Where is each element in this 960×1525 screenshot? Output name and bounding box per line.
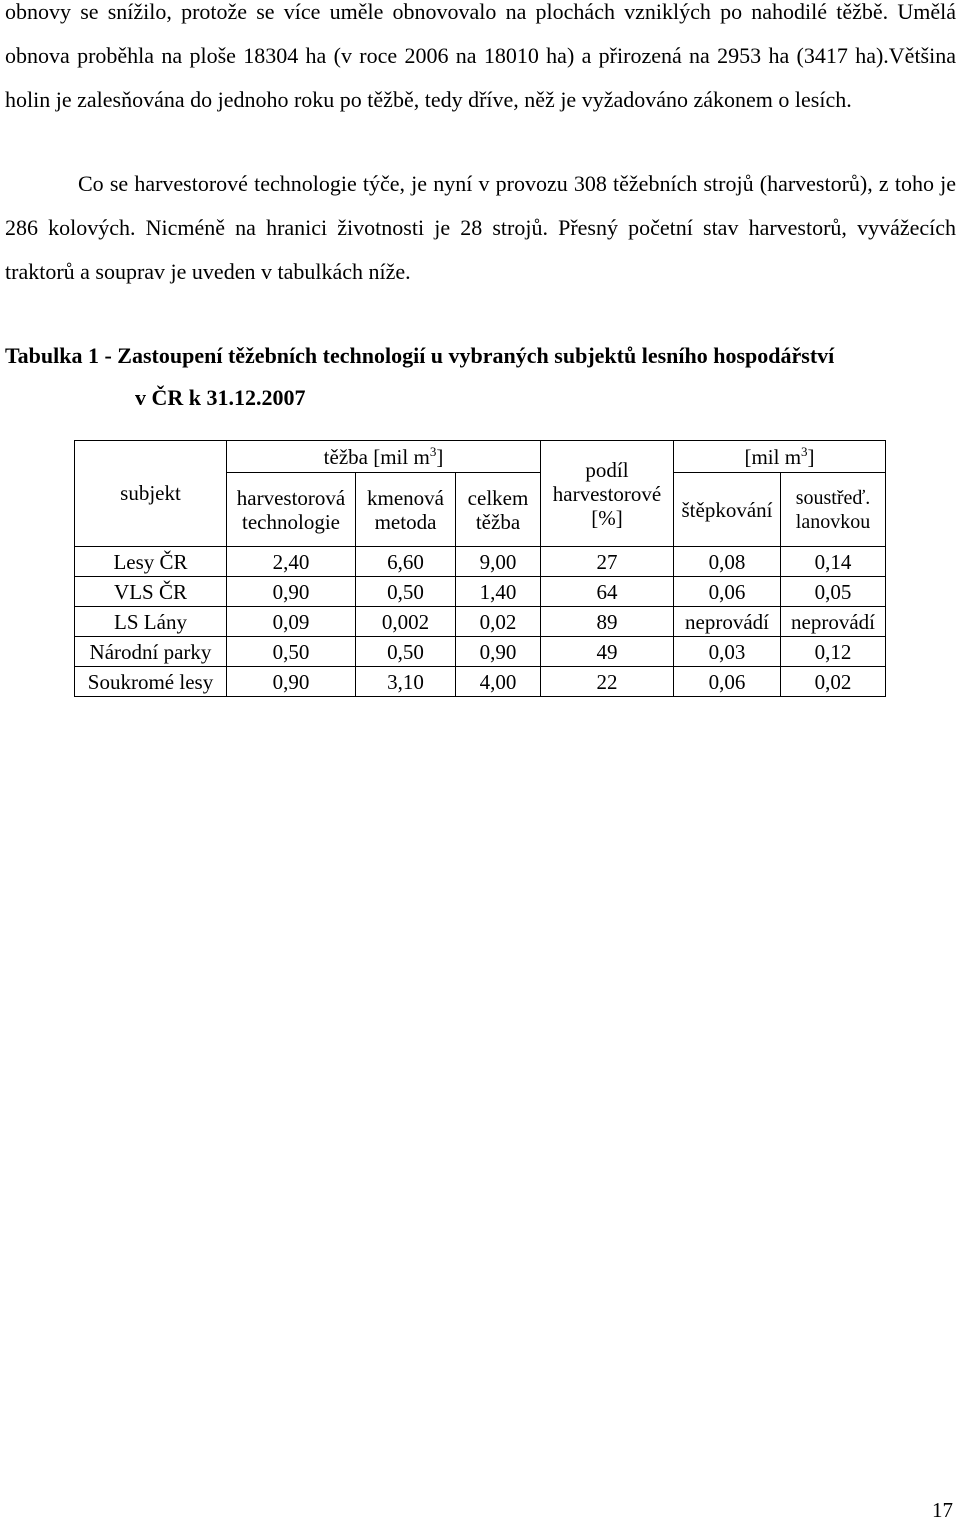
cell-value: 0,05 — [781, 577, 886, 607]
cell-value: 4,00 — [456, 667, 541, 697]
paragraph-forest-renewal: obnovy se snížilo, protože se více uměle obnovovalo na plochách vzniklých po nahodilé těžbě. Umělá obnova proběhla na ploše 18304 ha (v roce 2006 na 18010 ha) a přirozená na 2953 ha (3417 ha).Většina holin je zalesňována do jednoho roku po těžbě, tedy dříve, něž je vyžadováno zákonem o lesích. — [5, 0, 956, 112]
table-row — [75, 607, 886, 637]
header-total-logging: celkem těžba — [456, 473, 541, 547]
cell-value: 0,02 — [781, 667, 886, 697]
cell-subject: Lesy ČR — [75, 547, 227, 577]
cell-value: 64 — [541, 577, 674, 607]
header-cable-yarding: soustřeď. lanovkou — [781, 473, 886, 547]
table-row — [75, 547, 886, 577]
cell-value: 49 — [541, 637, 674, 667]
cell-value: 6,60 — [356, 547, 456, 577]
header-podil: podíl harvestorové [%] — [541, 441, 674, 547]
cell-value: 3,10 — [356, 667, 456, 697]
cell-value: 0,06 — [674, 667, 781, 697]
header-stem-method: kmenová metoda — [356, 473, 456, 547]
cell-value: 0,02 — [456, 607, 541, 637]
cell-value: 2,40 — [227, 547, 356, 577]
header-harvestor-technology: harvestorová technologie — [227, 473, 356, 547]
table-row — [75, 577, 886, 607]
header-subject: subjekt — [75, 441, 227, 547]
cell-value: 0,12 — [781, 637, 886, 667]
table-caption: Tabulka 1 - Zastoupení těžebních technologií u vybraných subjektů lesního hospodářství — [5, 343, 835, 368]
cell-subject: Soukromé lesy — [75, 667, 227, 697]
header-group-unit: [mil $m^3$] — [674, 441, 886, 473]
logging-technologies-table — [74, 440, 886, 697]
page-number: 17 — [932, 1498, 953, 1522]
cell-value: 0,50 — [356, 577, 456, 607]
cell-value: 0,08 — [674, 547, 781, 577]
table-header-row — [75, 441, 886, 473]
header-group-tezba: těžba [mil $m^3$] — [227, 441, 541, 473]
cell-value: 0,90 — [227, 577, 356, 607]
cell-value: 0,03 — [674, 637, 781, 667]
header-chipping: štěpkování — [674, 473, 781, 547]
cell-value: 0,50 — [227, 637, 356, 667]
cell-subject: VLS ČR — [75, 577, 227, 607]
cell-value: neprovádí — [674, 607, 781, 637]
cell-value: 0,14 — [781, 547, 886, 577]
table-row — [75, 637, 886, 667]
cell-value: 27 — [541, 547, 674, 577]
cell-subject: Národní parky — [75, 637, 227, 667]
cell-value: 0,90 — [456, 637, 541, 667]
cell-value: 9,00 — [456, 547, 541, 577]
cell-value: 0,90 — [227, 667, 356, 697]
table-row — [75, 667, 886, 697]
cell-value: neprovádí — [781, 607, 886, 637]
cell-subject: LS Lány — [75, 607, 227, 637]
paragraph-harvester-technology: Co se harvestorové technologie týče, je nyní v provozu 308 těžebních strojů (harvestorů), z toho je 286 kolových. Nicméně na hranici životnosti je 28 strojů. Přesný početní stav harvestorů, vyvážecích traktorů a souprav je uveden v tabulkách níže. — [5, 171, 956, 284]
cell-value: 0,50 — [356, 637, 456, 667]
cell-value: 89 — [541, 607, 674, 637]
cell-value: 0,06 — [674, 577, 781, 607]
cell-value: 0,002 — [356, 607, 456, 637]
cell-value: 22 — [541, 667, 674, 697]
cell-value: 1,40 — [456, 577, 541, 607]
table-caption-date: v ČR k 31.12.2007 — [135, 385, 306, 410]
cell-value: 0,09 — [227, 607, 356, 637]
